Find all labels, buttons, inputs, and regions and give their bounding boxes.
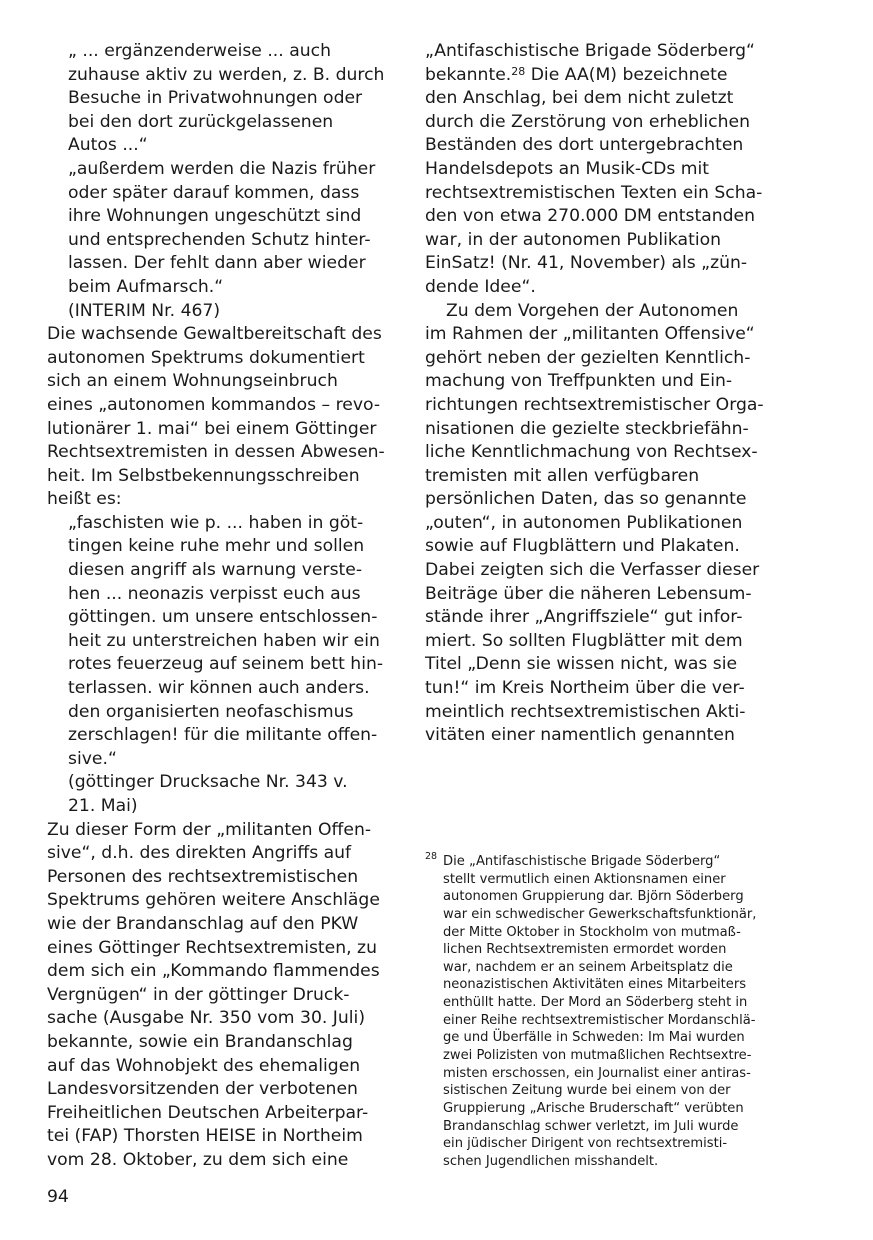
footnote-marker: 28 [425,851,438,862]
text-line: Handelsdepots an Musik-CDs mit [425,158,710,179]
footnote-line: Brandanschlag schwer verletzt, im Juli wurde [443,1118,739,1134]
text-line: diesen angriff als warnung verste- [68,560,363,581]
text-line: Die wachsende Gewaltbereitschaft des [47,324,382,345]
footnote-reference[interactable]: 28 [511,64,526,78]
text-line: Besuche in Privatwohnungen oder [68,88,363,109]
text-line: vom 28. Oktober, zu dem sich eine [47,1149,349,1170]
text-line: richtungen rechtsextremistischer Orga- [425,394,764,415]
footnote-line: schen Jugendlichen misshandelt. [443,1153,659,1169]
text-line: sive“, d.h. des direkten Angriffs auf [47,843,352,864]
text-line: Titel „Denn sie wissen nicht, was sie [425,654,738,675]
footnote-line: autonomen Gruppierung dar. Björn Söderberg [443,889,744,905]
text-line: dende Idee“. [425,276,536,297]
text-line: Zu dem Vorgehen der Autonomen [446,300,739,321]
text-line: auf das Wohnobjekt des ehemaligen [47,1055,361,1076]
text-line: göttingen. um unsere entschlossen- [68,607,378,628]
text-line: stände ihrer „Angriffsziele“ gut infor- [425,607,743,628]
text-line: den Anschlag, bei dem nicht zuletzt [425,88,734,109]
text-line: bei den dort zurückgelassenen [68,111,334,132]
text-line: vitäten einer namentlich genannten [425,725,735,746]
text-line: machung von Treffpunkten und Ein- [425,371,733,392]
footnote-line: war ein schwedischer Gewerkschaftsfunktionär, [443,906,757,922]
text-line: tremisten mit allen verfügbaren [425,465,700,486]
footnote-line: sistischen Zeitung wurde bei einem von der [443,1083,731,1099]
left-column [47,40,392,1173]
text-line: tingen keine ruhe mehr und sollen [68,536,365,557]
text-line: nisationen die gezielte steckbriefähn- [425,418,749,439]
text-line: beim Aufmarsch.“ [68,276,224,297]
footnote-line: zwei Polizisten von mutmaßlichen Rechtsextre- [443,1048,752,1064]
footnote-line: einer Reihe rechtsextremistischer Mordanschlä- [443,1012,756,1028]
footnote-line: der Mitte Oktober in Stockholm von mutmaß- [443,924,741,940]
text-line: heißt es: [47,489,122,510]
right-column [425,40,770,748]
text-line: „außerdem werden die Nazis früher [68,158,376,179]
footnote-line: lichen Rechtsextremisten ermordet worden [443,942,727,958]
text-line: Personen des rechtsextremistischen [47,866,359,887]
text-fragment: Die AA(M) bezeichnete [525,64,728,85]
text-line: (göttinger Drucksache Nr. 343 v. [68,772,348,793]
text-line: sive.“ [68,748,117,769]
footnote-line: enthüllt hatte. Der Mord an Söderberg steht in [443,995,748,1011]
right-column-body [425,87,770,748]
text-line: tun!“ im Kreis Northeim über die ver- [425,678,745,699]
text-line: hen ... neonazis verpisst euch aus [68,583,361,604]
footnote-text [425,853,770,1171]
footnote [425,853,770,1171]
text-line: im Rahmen der „militanten Offensive“ [425,324,755,345]
text-line: dem sich ein „Kommando flammendes [47,961,380,982]
text-line: sich an einem Wohnungseinbruch [47,371,338,392]
text-line: gehört neben der gezielten Kenntlich- [425,347,751,368]
text-line: lutionärer 1. mai“ bei einem Göttinger [47,418,377,439]
text-line: wie der Brandanschlag auf den PKW [47,913,359,934]
text-line: Freiheitlichen Deutschen Arbeiterpar- [47,1102,369,1123]
footnote-line: stellt vermutlich einen Aktionsnamen einer [443,871,726,887]
text-line: sowie auf Flugblättern und Plakaten. [425,536,740,557]
text-line: zerschlagen! für die militante offen- [68,725,378,746]
text-line: oder später darauf kommen, dass [68,182,360,203]
text-line: terlassen. wir können auch anders. [68,678,370,699]
text-line: lassen. Der fehlt dann aber wieder [68,253,366,274]
footnote-line: ein jüdischer Dirigent von rechtsextremisti- [443,1136,728,1152]
text-line: heit zu unterstreichen haben wir ein [68,630,380,651]
text-line: miert. So sollten Flugblätter mit dem [425,630,743,651]
text-line: heit. Im Selbstbekennungsschreiben [47,465,360,486]
text-line: Spektrums gehören weitere Anschläge [47,890,380,911]
text-line: „outen“, in autonomen Publikationen [425,512,743,533]
text-line: „ ... ergänzenderweise ... auch [68,41,331,61]
text-line: tei (FAP) Thorsten HEISE in Northeim [47,1126,363,1147]
text-line: autonomen Spektrums dokumentiert [47,347,365,368]
text-line: den organisierten neofaschismus [68,701,354,722]
text-line: sache (Ausgabe Nr. 350 vom 30. Juli) [47,1008,366,1029]
text-line: 21. Mai) [68,796,138,816]
footnote-line: war, nachdem er an seinem Arbeitsplatz die [443,959,733,975]
text-line: Beständen des dort untergebrachten [425,135,744,156]
text-line: rotes feuerzeug auf seinem bett hin- [68,654,384,675]
text-line: Landesvorsitzenden der verbotenen [47,1079,358,1100]
text-line: Beiträge über die näheren Lebensum- [425,583,752,604]
text-line: rechtsextremistischen Texten ein Scha- [425,182,763,203]
text-line: Vergnügen“ in der göttinger Druck- [47,984,350,1005]
text-line: zuhause aktiv zu werden, z. B. durch [68,64,385,85]
footnote-line: Die „Antifaschistische Brigade Söderberg“ [443,854,721,869]
text-line: (INTERIM Nr. 467) [68,300,221,321]
text-line: bekannte, sowie ein Brandanschlag [47,1031,353,1052]
text-line: liche Kenntlichmachung von Rechtsex- [425,442,758,463]
text-line: durch die Zerstörung von erheblichen [425,111,750,132]
text-line-with-footnote-ref [425,64,770,88]
text-line: EinSatz! (Nr. 41, November) als „zün- [425,253,748,274]
text-line: Dabei zeigten sich die Verfasser dieser [425,560,760,581]
footnote-line: misten erschossen, ein Journalist einer antiras- [443,1065,751,1081]
text-line: den von etwa 270.000 DM entstanden [425,206,756,227]
text-line: eines „autonomen kommandos – revo- [47,394,381,415]
text-fragment: bekannte. [425,64,512,85]
text-line: Rechtsextremisten in dessen Abwesen- [47,442,385,463]
text-line: eines Göttinger Rechtsextremisten, zu [47,937,377,958]
text-line: und entsprechenden Schutz hinter- [68,229,371,250]
text-line: Zu dieser Form der „militanten Offen- [47,819,372,840]
text-line: „Antifaschistische Brigade Söderberg“ [425,41,755,61]
text-line: persönlichen Daten, das so genannte [425,489,747,510]
text-line: ihre Wohnungen ungeschützt sind [68,206,362,227]
text-line: „faschisten wie p. ... haben in göt- [68,512,364,533]
text-line: meintlich rechtsextremistischen Akti- [425,701,746,722]
text-line: war, in der autonomen Publikation [425,229,722,250]
page-number: 94 [47,1187,69,1207]
text-line: Autos ...“ [68,135,148,156]
footnote-line: Gruppierung „Arische Bruderschaft“ verübten [443,1100,744,1116]
footnote-line: ge und Überfälle in Schweden: Im Mai wurden [443,1030,745,1046]
footnote-line: neonazistischen Aktivitäten eines Mitarbeiters [443,977,747,993]
